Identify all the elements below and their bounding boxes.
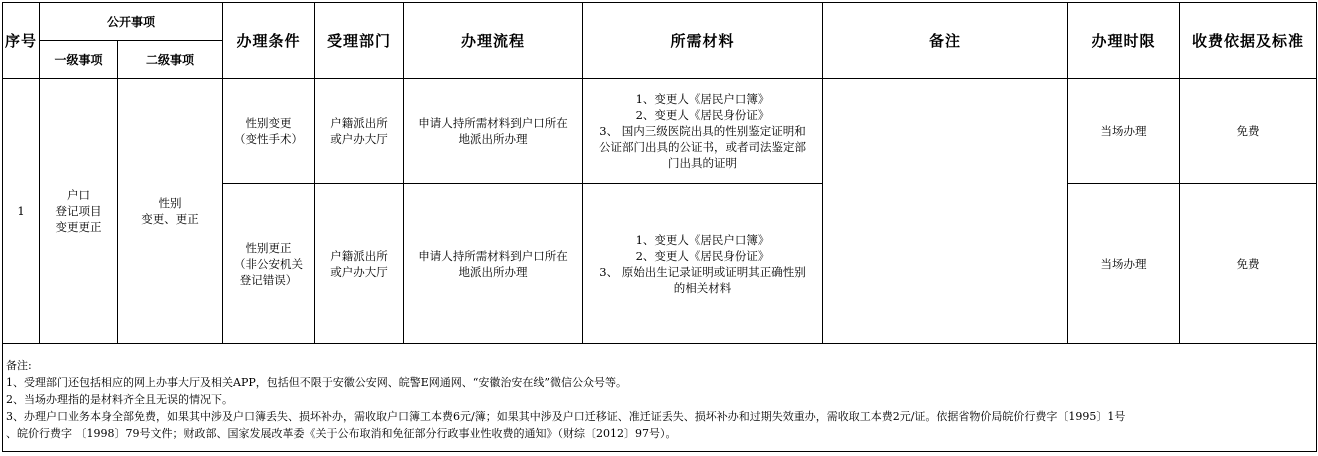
note-line: 1、受理部门还包括相应的网上办事大厅及相关APP，包括但不限于安徽公安网、皖警E网通网、“安徽治安在线”微信公众号等。 bbox=[6, 376, 628, 389]
line: 2、变更人《居民身份证》 bbox=[635, 108, 770, 122]
header-materials: 所需材料 bbox=[583, 3, 823, 79]
line: 户籍派出所 bbox=[330, 248, 388, 263]
line: 或户办大厅 bbox=[330, 264, 388, 279]
note-line: 2、当场办理指的是材料齐全且无误的情况下。 bbox=[6, 393, 233, 406]
line: 1、变更人《居民户口簿》 bbox=[635, 232, 770, 247]
note-line: 3、办理户口业务本身全部免费，如果其中涉及户口簿丢失、损坏补办，需收取户口簿工本费6元/簿；如果其中涉及户口迁移证、准迁证丢失、损坏补办和过期失效重办，需收取工本费2元/证。依据省物价局皖价行费字〔1995〕1号 bbox=[6, 410, 1126, 423]
notes-cell bbox=[3, 344, 1317, 452]
line: 申请人持所需材料到户口所在 bbox=[418, 248, 568, 263]
line: （变性手术） bbox=[234, 132, 304, 146]
line: 登记错误） bbox=[239, 272, 298, 287]
notes-row bbox=[3, 344, 1317, 452]
row1-process bbox=[404, 79, 583, 184]
line: 性别 bbox=[158, 196, 182, 210]
row1-conditions bbox=[223, 79, 315, 184]
line: 地派出所办理 bbox=[458, 132, 528, 146]
line: 变更、更正 bbox=[141, 212, 199, 226]
header-public-matters: 公开事项 bbox=[40, 3, 223, 41]
header-level2: 二级事项 bbox=[118, 41, 223, 79]
line: 门出具的证明 bbox=[668, 156, 738, 170]
line: 申请人持所需材料到户口所在 bbox=[418, 116, 568, 130]
line: 性别变更 bbox=[245, 116, 292, 130]
line: 1、变更人《居民户口簿》 bbox=[635, 92, 770, 106]
header-time-limit: 办理时限 bbox=[1068, 3, 1180, 79]
service-table bbox=[2, 2, 1317, 452]
service-table-sheet bbox=[2, 2, 1316, 454]
row2-conditions bbox=[223, 184, 315, 344]
line: 变更更正 bbox=[55, 220, 102, 234]
group-level2 bbox=[118, 79, 223, 344]
header-row-1 bbox=[3, 3, 1317, 41]
header-fee: 收费依据及标准 bbox=[1180, 3, 1317, 79]
group-level1 bbox=[40, 79, 118, 344]
row2-time-limit: 当场办理 bbox=[1068, 184, 1180, 344]
line: 地派出所办理 bbox=[458, 264, 528, 279]
header-seq: 序号 bbox=[3, 3, 40, 79]
line: 或户办大厅 bbox=[330, 132, 388, 146]
line: 2、变更人《居民身份证》 bbox=[635, 248, 770, 263]
header-level1: 一级事项 bbox=[40, 41, 118, 79]
group-seq: 1 bbox=[3, 79, 40, 344]
line: （非公安机关 bbox=[234, 256, 304, 271]
line: 户口 bbox=[67, 188, 90, 202]
line: 户籍派出所 bbox=[330, 116, 388, 130]
line: 3、 国内三级医院出具的性别鉴定证明和 bbox=[599, 124, 806, 138]
table-row bbox=[3, 79, 1317, 184]
row2-department bbox=[315, 184, 404, 344]
line: 公证部门出具的公证书，或者司法鉴定部 bbox=[599, 140, 807, 154]
row1-time-limit: 当场办理 bbox=[1068, 79, 1180, 184]
row1-fee: 免费 bbox=[1180, 79, 1317, 184]
header-department: 受理部门 bbox=[315, 3, 404, 79]
row2-fee: 免费 bbox=[1180, 184, 1317, 344]
notes-title: 备注: bbox=[6, 359, 32, 372]
row1-materials bbox=[583, 79, 823, 184]
group-remarks bbox=[823, 79, 1068, 344]
header-remarks: 备注 bbox=[823, 3, 1068, 79]
line: 登记项目 bbox=[55, 204, 102, 218]
header-conditions: 办理条件 bbox=[223, 3, 315, 79]
row2-process bbox=[404, 184, 583, 344]
row1-department bbox=[315, 79, 404, 184]
line: 3、 原始出生记录证明或证明其正确性别 bbox=[599, 264, 806, 279]
line: 性别更正 bbox=[245, 240, 292, 255]
note-line: 、皖价行费字 〔1998〕79号文件；财政部、国家发展改革委《关于公布取消和免征部分行政事业性收费的通知》（财综〔2012〕97号）。 bbox=[6, 427, 677, 440]
header-process: 办理流程 bbox=[404, 3, 583, 79]
row2-materials bbox=[583, 184, 823, 344]
line: 的相关材料 bbox=[673, 280, 732, 295]
